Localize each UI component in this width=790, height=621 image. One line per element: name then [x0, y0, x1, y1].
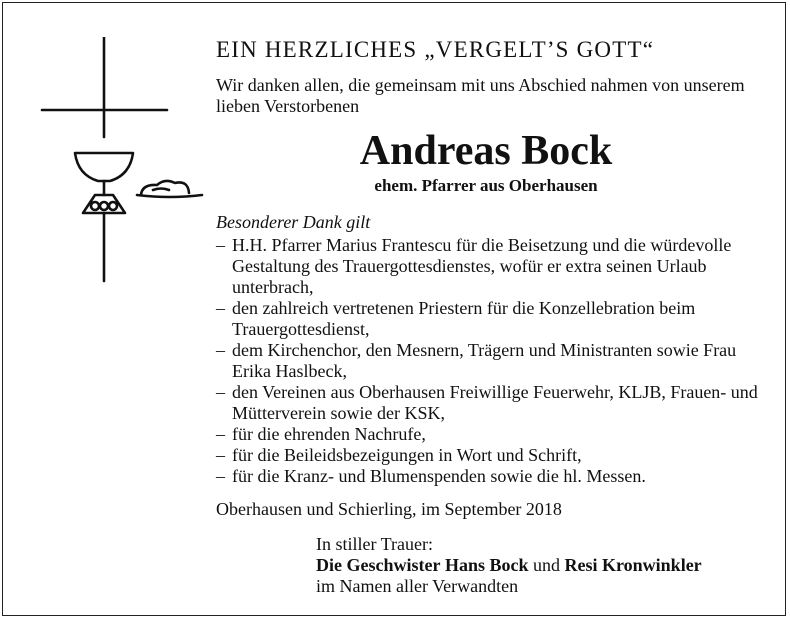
list-item: – für die ehrenden Nachrufe,	[216, 424, 776, 445]
mourners-intro: In stiller Trauer:	[316, 534, 433, 554]
cross-chalice-bread-icon	[37, 37, 207, 287]
list-item: – den zahlreich vertretenen Priestern für die Konzellebration beim Trauergottesdienst,	[216, 298, 776, 340]
notice-heading: EIN HERZLICHES „VERGELT’S GOTT“	[216, 37, 655, 62]
mourners-connector: und	[533, 555, 560, 575]
list-item: – dem Kirchenchor, den Mesnern, Trägern und Ministranten sowie Frau Erika Haslbeck,	[216, 340, 776, 382]
mourner-name-2: Resi Kronwinkler	[564, 555, 702, 575]
obituary-notice	[2, 2, 786, 616]
list-item: – den Vereinen aus Oberhausen Freiwillige Feuerwehr, KLJB, Frauen- und Mütterverein sowie der KSK,	[216, 382, 776, 424]
intro-text: Wir danken allen, die gemeinsam mit uns Abschied nahmen von unserem lieben Verstorbenen	[216, 75, 745, 116]
mourners-names	[316, 555, 776, 576]
thanks-title: Besonderer Dank gilt	[216, 212, 371, 232]
place-date: Oberhausen und Schierling, im September 2018	[216, 499, 562, 519]
mourner-name-1: Hans Bock	[444, 555, 529, 575]
deceased-role: ehem. Pfarrer aus Oberhausen	[374, 176, 598, 195]
notice-content	[216, 37, 776, 597]
list-item: – für die Kranz- und Blumenspenden sowie die hl. Messen.	[216, 466, 776, 487]
deceased-name: Andreas Bock	[359, 128, 613, 174]
mourners-block	[316, 534, 776, 597]
list-item: – H.H. Pfarrer Marius Frantescu für die Beisetzung und die würdevolle Gestaltung des Trauergottesdienstes, wofür er extra seinen Urlaub unterbrach,	[216, 235, 776, 298]
mourners-prefix: Die Geschwister	[316, 555, 441, 575]
mourners-footer: im Namen aller Verwandten	[316, 576, 519, 596]
list-item: – für die Beileidsbezeigungen in Wort und Schrift,	[216, 445, 776, 466]
thanks-list	[216, 235, 776, 487]
